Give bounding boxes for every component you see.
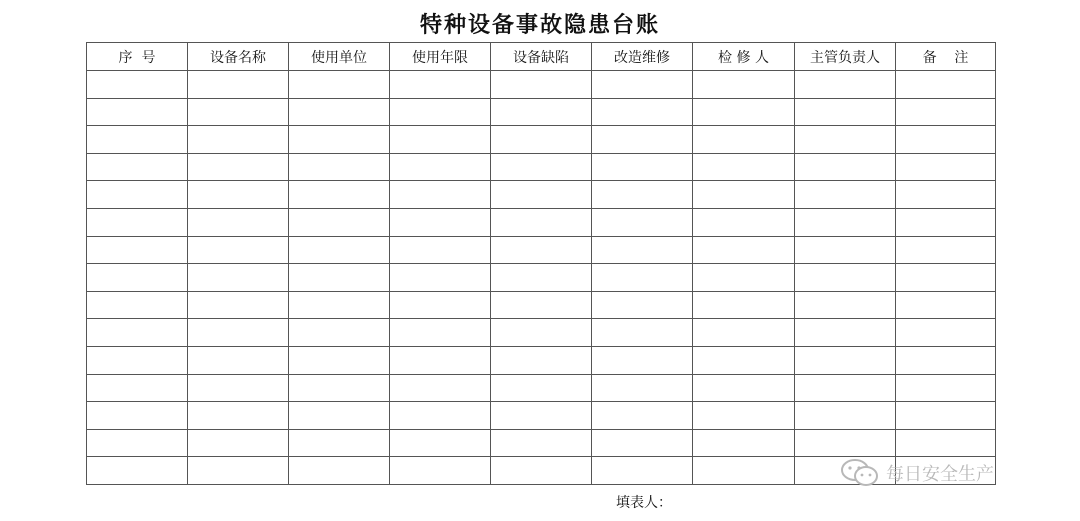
table-row — [87, 181, 996, 209]
table-cell[interactable] — [188, 264, 289, 292]
table-cell[interactable] — [592, 208, 693, 236]
table-cell[interactable] — [289, 236, 390, 264]
filler-label: 填表人： — [616, 495, 672, 511]
table-cell[interactable] — [896, 126, 996, 154]
table-row — [87, 291, 996, 319]
table-cell[interactable] — [289, 98, 390, 126]
table-cell[interactable] — [592, 291, 693, 319]
table-cell[interactable] — [390, 457, 491, 485]
table-cell[interactable] — [188, 153, 289, 181]
table-cell[interactable] — [795, 374, 896, 402]
table-cell[interactable] — [592, 264, 693, 292]
table-cell[interactable] — [289, 402, 390, 430]
table-cell[interactable] — [289, 71, 390, 99]
table-cell[interactable] — [87, 181, 188, 209]
table-cell[interactable] — [289, 181, 390, 209]
table-cell[interactable] — [87, 126, 188, 154]
table-cell[interactable] — [896, 208, 996, 236]
table-cell[interactable] — [390, 346, 491, 374]
table-cell[interactable] — [592, 236, 693, 264]
table-cell[interactable] — [390, 71, 491, 99]
table-cell[interactable] — [188, 71, 289, 99]
table-cell[interactable] — [693, 402, 795, 430]
table-cell[interactable] — [693, 236, 795, 264]
table-cell[interactable] — [795, 264, 896, 292]
table-cell[interactable] — [289, 264, 390, 292]
table-row — [87, 126, 996, 154]
table-cell[interactable] — [896, 429, 996, 457]
column-header-inspector: 检 修 人 — [693, 43, 795, 71]
watermark — [840, 458, 994, 488]
table-cell[interactable] — [390, 291, 491, 319]
table-cell[interactable] — [592, 153, 693, 181]
table-cell[interactable] — [491, 236, 592, 264]
table-cell[interactable] — [795, 319, 896, 347]
table-cell[interactable] — [289, 291, 390, 319]
table-cell[interactable] — [693, 71, 795, 99]
table-cell[interactable] — [188, 346, 289, 374]
table-cell[interactable] — [491, 374, 592, 402]
table-cell[interactable] — [87, 264, 188, 292]
table-cell[interactable] — [795, 236, 896, 264]
table-cell[interactable] — [289, 319, 390, 347]
table-cell[interactable] — [795, 429, 896, 457]
column-header-using-unit: 使用单位 — [289, 43, 390, 71]
table-row — [87, 374, 996, 402]
table-cell[interactable] — [693, 208, 795, 236]
table-cell[interactable] — [87, 291, 188, 319]
table-cell[interactable] — [592, 457, 693, 485]
table-cell[interactable] — [592, 402, 693, 430]
table-cell[interactable] — [188, 374, 289, 402]
table-cell[interactable] — [693, 264, 795, 292]
table-cell[interactable] — [795, 291, 896, 319]
table-cell[interactable] — [896, 291, 996, 319]
table-cell[interactable] — [592, 429, 693, 457]
table-cell[interactable] — [491, 429, 592, 457]
table-cell[interactable] — [896, 236, 996, 264]
table-cell[interactable] — [896, 374, 996, 402]
table-cell[interactable] — [188, 208, 289, 236]
table-cell[interactable] — [491, 402, 592, 430]
watermark-text: 每日安全生产 — [886, 464, 994, 485]
table-cell[interactable] — [491, 208, 592, 236]
table-cell[interactable] — [693, 126, 795, 154]
table-cell[interactable] — [289, 153, 390, 181]
table-cell[interactable] — [87, 71, 188, 99]
table-cell[interactable] — [693, 181, 795, 209]
table-cell[interactable] — [87, 98, 188, 126]
table-cell[interactable] — [795, 181, 896, 209]
table-cell[interactable] — [188, 319, 289, 347]
table-cell[interactable] — [87, 319, 188, 347]
table-cell[interactable] — [390, 236, 491, 264]
table-cell[interactable] — [491, 264, 592, 292]
table-cell[interactable] — [592, 319, 693, 347]
table-cell[interactable] — [693, 291, 795, 319]
table-cell[interactable] — [289, 208, 390, 236]
table-cell[interactable] — [390, 181, 491, 209]
table-cell[interactable] — [87, 429, 188, 457]
wechat-icon — [840, 458, 880, 488]
table-row — [87, 153, 996, 181]
header-row — [87, 43, 996, 71]
table-cell[interactable] — [289, 374, 390, 402]
table-cell[interactable] — [87, 153, 188, 181]
table-cell[interactable] — [390, 402, 491, 430]
table-cell[interactable] — [896, 402, 996, 430]
table-cell[interactable] — [390, 319, 491, 347]
table-row — [87, 98, 996, 126]
table-row — [87, 429, 996, 457]
table-row — [87, 71, 996, 99]
table-cell[interactable] — [87, 374, 188, 402]
column-header-remarks: 备 注 — [896, 43, 996, 71]
table-cell[interactable] — [491, 181, 592, 209]
table-cell[interactable] — [896, 71, 996, 99]
table-cell[interactable] — [592, 181, 693, 209]
table-cell[interactable] — [795, 346, 896, 374]
document-title: 特种设备事故隐患台账 — [419, 13, 660, 38]
table-cell[interactable] — [491, 457, 592, 485]
column-header-service-years: 使用年限 — [390, 43, 491, 71]
table-cell[interactable] — [390, 374, 491, 402]
column-header-equipment-defect: 设备缺陷 — [491, 43, 592, 71]
table-cell[interactable] — [592, 374, 693, 402]
table-cell[interactable] — [188, 291, 289, 319]
table-cell[interactable] — [693, 153, 795, 181]
table-body — [87, 71, 996, 485]
table-row — [87, 236, 996, 264]
table-cell[interactable] — [491, 319, 592, 347]
table-cell[interactable] — [592, 126, 693, 154]
table-cell[interactable] — [592, 98, 693, 126]
table-cell[interactable] — [592, 71, 693, 99]
table-cell[interactable] — [289, 346, 390, 374]
table-cell[interactable] — [795, 98, 896, 126]
table-cell[interactable] — [896, 319, 996, 347]
table-cell[interactable] — [87, 402, 188, 430]
table-cell[interactable] — [188, 402, 289, 430]
table-cell[interactable] — [188, 429, 289, 457]
column-header-person-in-charge: 主管负责人 — [795, 43, 896, 71]
table-cell[interactable] — [491, 71, 592, 99]
table-cell[interactable] — [390, 153, 491, 181]
table-row — [87, 264, 996, 292]
table-cell[interactable] — [896, 264, 996, 292]
table-cell[interactable] — [390, 264, 491, 292]
table-cell[interactable] — [896, 98, 996, 126]
table-cell[interactable] — [693, 319, 795, 347]
column-header-serial-number: 序 号 — [87, 43, 188, 71]
table-cell[interactable] — [896, 153, 996, 181]
table-cell[interactable] — [87, 208, 188, 236]
table-cell[interactable] — [491, 291, 592, 319]
table-cell[interactable] — [289, 429, 390, 457]
table-row — [87, 346, 996, 374]
table-row — [87, 208, 996, 236]
table-cell[interactable] — [87, 457, 188, 485]
hazard-ledger-table — [86, 42, 996, 485]
table-cell[interactable] — [592, 346, 693, 374]
table-cell[interactable] — [795, 153, 896, 181]
table-cell[interactable] — [289, 126, 390, 154]
table-cell[interactable] — [693, 457, 795, 485]
table-cell[interactable] — [795, 402, 896, 430]
table-cell[interactable] — [188, 457, 289, 485]
table-cell[interactable] — [390, 429, 491, 457]
table-cell[interactable] — [188, 98, 289, 126]
table-cell[interactable] — [795, 208, 896, 236]
table-cell[interactable] — [896, 181, 996, 209]
table-cell[interactable] — [87, 346, 188, 374]
table-cell[interactable] — [896, 346, 996, 374]
table-cell[interactable] — [693, 98, 795, 126]
table-row — [87, 319, 996, 347]
table-cell[interactable] — [390, 126, 491, 154]
table-cell[interactable] — [795, 71, 896, 99]
table-cell[interactable] — [491, 126, 592, 154]
table-cell[interactable] — [87, 236, 188, 264]
table-cell[interactable] — [795, 126, 896, 154]
table-cell[interactable] — [390, 208, 491, 236]
table-cell[interactable] — [289, 457, 390, 485]
table-cell[interactable] — [188, 126, 289, 154]
table-row — [87, 402, 996, 430]
column-header-repair: 改造维修 — [592, 43, 693, 71]
table-cell[interactable] — [491, 153, 592, 181]
table-cell[interactable] — [491, 98, 592, 126]
table-cell[interactable] — [693, 374, 795, 402]
table-cell[interactable] — [491, 346, 592, 374]
table-cell[interactable] — [693, 346, 795, 374]
table-cell[interactable] — [390, 98, 491, 126]
table-cell[interactable] — [188, 181, 289, 209]
column-header-equipment-name: 设备名称 — [188, 43, 289, 71]
table-cell[interactable] — [693, 429, 795, 457]
table-cell[interactable] — [188, 236, 289, 264]
